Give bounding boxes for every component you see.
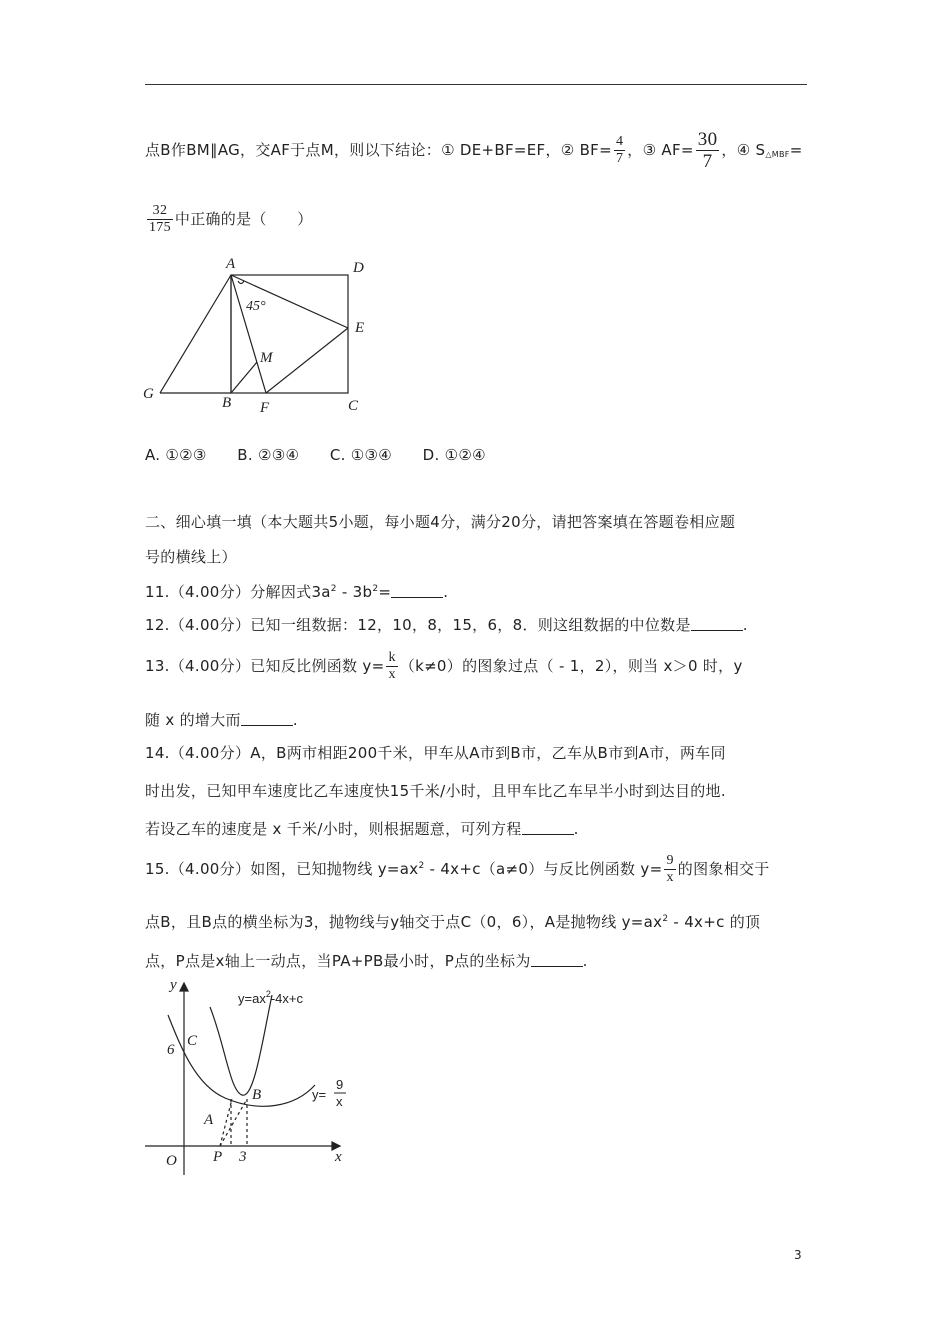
label-3: 3 (239, 1149, 247, 1165)
q11: 11.（4.00分）分解因式$3a^2 - 3b^2=$ . (145, 583, 449, 601)
answer-blank (522, 821, 574, 835)
label-b: B (252, 1087, 262, 1103)
q10-options: A. ①②③ B. ②③④ C. ①③④ D. ①②④ (145, 446, 486, 464)
label-e: E (355, 320, 365, 336)
q14-line1: 14.（4.00分）A，B两市相距200千米，甲车从A市到B市，乙车从B市到A市，两车同 (145, 744, 726, 762)
fraction-area: $\frac{32}{175}$ (149, 203, 171, 235)
y-axis-arrow (180, 983, 188, 991)
label-p: P (213, 1149, 223, 1165)
segment-af (231, 275, 266, 393)
hyperbola-equation-num: 9 (336, 1077, 344, 1092)
header-rule (145, 84, 807, 85)
answer-blank (391, 584, 443, 598)
section2-heading-2: 号的横线上） (145, 548, 237, 566)
q12: 12.（4.00分）已知一组数据：12，10，8，15，6，8．则这组数据的中位数是 . (145, 616, 748, 634)
label-c: C (187, 1033, 198, 1049)
q15-line2: 点B，且B点的横坐标为3，抛物线与y轴交于点C（0，6），A是抛物线 $y=ax^2 - 4x+c$ 的顶 (145, 913, 761, 931)
segment-bm (231, 362, 257, 393)
q14-line2: 时出发，已知甲车速度比乙车速度快15千米/小时，且甲车比乙车早半小时到达目的地. (145, 782, 726, 800)
q14-line3: 若设乙车的速度是 x 千米/小时，则根据题意，可列方程 . (145, 820, 579, 838)
fraction-bf: $\frac{4}{7}$ (615, 134, 624, 166)
graph-figure (140, 975, 370, 1180)
label-d: D (353, 260, 364, 276)
section2-heading-1: 二、细心填一填（本大题共5小题，每小题4分，满分20分，请把答案填在答题卷相应题 (145, 513, 736, 531)
q15-line3: 点，P点是x轴上一动点，当PA+PB最小时，P点的坐标为 . (145, 952, 588, 970)
parabola-curve (210, 995, 272, 1095)
label-c: C (348, 398, 359, 414)
label-angle: 45° (246, 299, 266, 314)
q13-line2: 随 x 的增大而 . (145, 711, 298, 729)
label-a: A (204, 1112, 214, 1128)
answer-blank (241, 712, 293, 726)
angle-arc (238, 281, 244, 284)
q10-tail: $\frac{32}{175}$ 中正确的是（ ） (149, 203, 313, 235)
label-g: G (143, 386, 154, 402)
answer-blank (531, 953, 583, 967)
label-b: B (222, 395, 232, 411)
fraction-9-over-x: $\frac{9}{x}$ (666, 853, 674, 885)
parabola-equation: $y=ax^2-4x+c$ (238, 989, 303, 1006)
label-origin: O (166, 1153, 177, 1169)
fraction-af: $\frac{30}{7}$ (697, 129, 718, 172)
segment-ga (160, 275, 231, 393)
square-figure (135, 250, 375, 420)
label-6: 6 (167, 1042, 175, 1058)
segment-pa (220, 1099, 232, 1146)
fraction-k-over-x: $\frac{k}{x}$ (388, 650, 396, 682)
page-number: 3 (794, 1248, 802, 1262)
segment-fe (266, 328, 348, 393)
q10-statement: 点B作BM∥AG，交AF于点M，则以下结论：① DE+BF=EF，② BF= $\frac{4}{7}$ ，③ AF= $\frac{30}{7}$ ，④ $S_{\triangle MBF}=$ (145, 129, 803, 172)
label-y-axis: y (170, 977, 177, 993)
answer-blank (691, 617, 743, 631)
label-a: A (226, 256, 236, 272)
hyperbola-equation-den: x (336, 1094, 343, 1109)
label-f: F (260, 400, 270, 416)
hyperbola-equation-left: y= (312, 1087, 327, 1102)
hyperbola-curve (168, 1015, 315, 1106)
q15-line1: 15.（4.00分）如图，已知抛物线 $y=ax^2 - 4x+c(a\ne 0)$与反比例函数 y= $\frac{9}{x}$ 的图象相交于 (145, 853, 770, 885)
q13-line1: 13.（4.00分）已知反比例函数 y= $\frac{k}{x}$ （k≠0）的图象过点（ - 1，2），则当 x＞0 时，y (145, 650, 743, 682)
label-x-axis: x (335, 1149, 342, 1165)
label-m: M (260, 350, 273, 366)
segment-pb-dashed (220, 1099, 247, 1146)
